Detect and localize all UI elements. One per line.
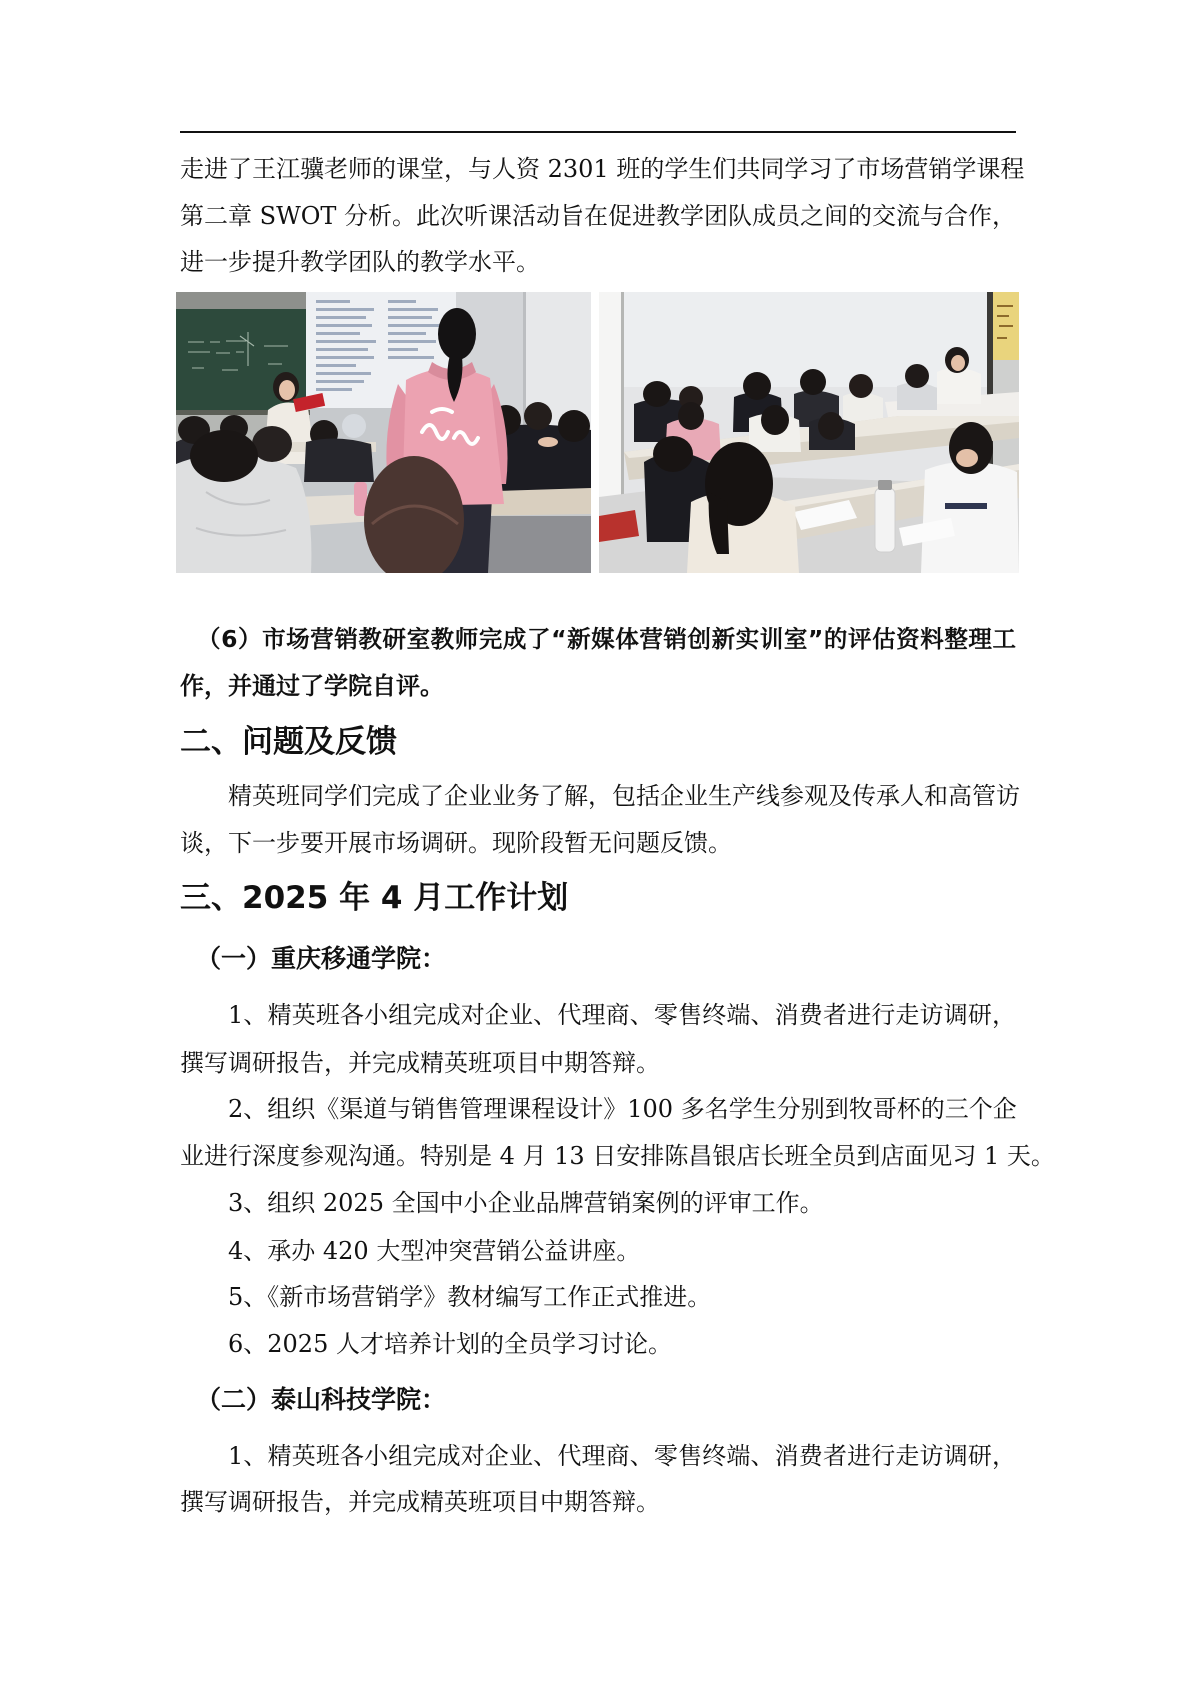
subsection-heading: （一）重庆移通学院：: [196, 944, 447, 973]
item-6-line: （6）市场营销教研室教师完成了“新媒体营销创新实训室”的评估资料整理工: [197, 625, 1016, 653]
section-heading: 二、问题及反馈: [180, 724, 397, 760]
section-heading: 三、2025 年 4 月工作计划: [180, 880, 569, 916]
water-bottle: [875, 480, 895, 552]
plan-item-line: 3、组织 2025 全国中小企业品牌营销案例的评审工作。: [228, 1189, 824, 1217]
paragraph-line: 谈，下一步要开展市场调研。现阶段暂无问题反馈。: [180, 829, 732, 857]
plan-item-line: 1、精英班各小组完成对企业、代理商、零售终端、消费者进行走访调研，: [228, 1442, 1016, 1470]
plan-item-line: 5、《新市场营销学》教材编写工作正式推进。: [228, 1283, 712, 1311]
plan-item-line: 撰写调研报告，并完成精英班项目中期答辩。: [180, 1049, 660, 1077]
foreground-student-left: [176, 426, 311, 573]
subsection-heading: （二）泰山科技学院：: [196, 1385, 447, 1414]
plan-item-line: 1、精英班各小组完成对企业、代理商、零售终端、消费者进行走访调研，: [228, 1001, 1016, 1029]
plan-item-line: 6、2025 人才培养计划的全员学习讨论。: [228, 1330, 672, 1358]
ceiling: [176, 292, 308, 309]
plan-item-line: 2、组织《渠道与销售管理课程设计》100 多名学生分别到牧哥杯的三个企: [228, 1095, 1017, 1123]
intro-line: 第二章 SWOT 分析。此次听课活动旨在促进教学团队成员之间的交流与合作，: [180, 202, 1017, 230]
paragraph-line: 精英班同学们完成了企业业务了解，包括企业生产线参观及传承人和高管访: [228, 782, 1020, 810]
intro-line: 进一步提升教学团队的教学水平。: [180, 248, 540, 276]
plan-item-line: 撰写调研报告，并完成精英班项目中期答辩。: [180, 1488, 660, 1516]
plan-item-line: 业进行深度参观沟通。特别是 4 月 13 日安排陈昌银店长班全员到店面见习 1 天。: [180, 1142, 1055, 1170]
poster: [993, 292, 1019, 360]
plan-item-line: 4、承办 420 大型冲突营销公益讲座。: [228, 1237, 641, 1265]
classroom-lecture-photo: [176, 292, 591, 573]
header-rule: [180, 131, 1016, 133]
classroom-study-photo: [599, 292, 1019, 573]
item-6-line: 作，并通过了学院自评。: [180, 672, 444, 700]
intro-line: 走进了王江骥老师的课堂，与人资 2301 班的学生们共同学习了市场营销学课程: [180, 155, 1025, 183]
